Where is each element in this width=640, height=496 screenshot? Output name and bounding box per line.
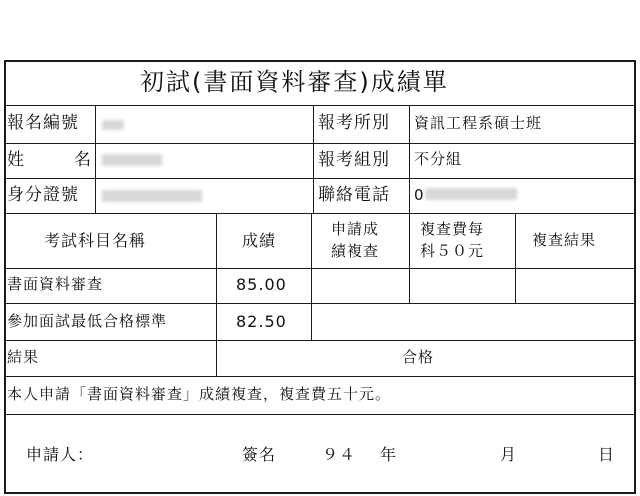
review-statement: 本人申請「書面資料審查」成績複查，複查費五十元。 (7, 385, 392, 403)
rule (4, 376, 636, 377)
rule (409, 105, 410, 213)
sign-label: 簽名 (242, 445, 277, 464)
year-value: ９４ (322, 445, 357, 464)
row-score: 85.00 (236, 275, 287, 294)
rule (95, 105, 96, 213)
value-phone: 0 (414, 186, 425, 204)
form-title: 初試(書面資料審查)成績單 (140, 68, 449, 96)
header-subject: 考試科目名稱 (44, 231, 147, 250)
rule (515, 213, 516, 303)
label-dept: 報考所別 (318, 113, 390, 133)
label-group: 報考組別 (318, 150, 390, 170)
year-label: 年 (380, 445, 398, 464)
label-phone: 聯絡電話 (318, 185, 390, 205)
rule (4, 268, 636, 269)
redacted-reg-no (102, 120, 124, 130)
rule (4, 340, 636, 341)
header-fee-line2: 科５０元 (420, 242, 485, 260)
redacted-phone (425, 188, 517, 200)
rule (4, 303, 636, 304)
result-value: 合格 (402, 348, 435, 366)
redacted-id-no (102, 190, 202, 202)
header-score: 成績 (242, 231, 277, 250)
rule (4, 178, 636, 179)
rule (4, 105, 636, 106)
value-dept: 資訊工程系碩士班 (414, 114, 543, 132)
label-name-1: 姓 (7, 150, 25, 170)
day-label: 日 (598, 445, 616, 464)
value-group: 不分組 (414, 150, 463, 168)
rule (313, 105, 314, 213)
header-apply-line1: 申請成 (331, 220, 380, 238)
redacted-name (102, 154, 162, 166)
table-border-right (634, 60, 636, 494)
rule (409, 213, 410, 303)
row-subject: 書面資料審查 (7, 275, 104, 293)
month-label: 月 (500, 445, 518, 464)
table-border-top (4, 60, 636, 62)
row-score: 82.50 (236, 312, 287, 331)
rule (216, 213, 217, 376)
rule (4, 143, 636, 144)
table-border-bottom (4, 492, 636, 494)
header-apply-line2: 績複查 (331, 242, 380, 260)
label-id-no: 身分證號 (7, 185, 79, 205)
header-fee-line1: 複查費每 (420, 220, 485, 238)
rule (4, 213, 636, 214)
table-border-left (4, 60, 6, 494)
header-review-result: 複查結果 (532, 231, 597, 249)
rule (311, 213, 312, 340)
label-reg-no: 報名編號 (7, 113, 79, 133)
rule (4, 414, 636, 415)
applicant-label: 申請人： (26, 445, 95, 464)
result-label: 結果 (7, 348, 40, 366)
label-name-2: 名 (74, 150, 92, 170)
row-subject: 參加面試最低合格標準 (7, 312, 168, 330)
